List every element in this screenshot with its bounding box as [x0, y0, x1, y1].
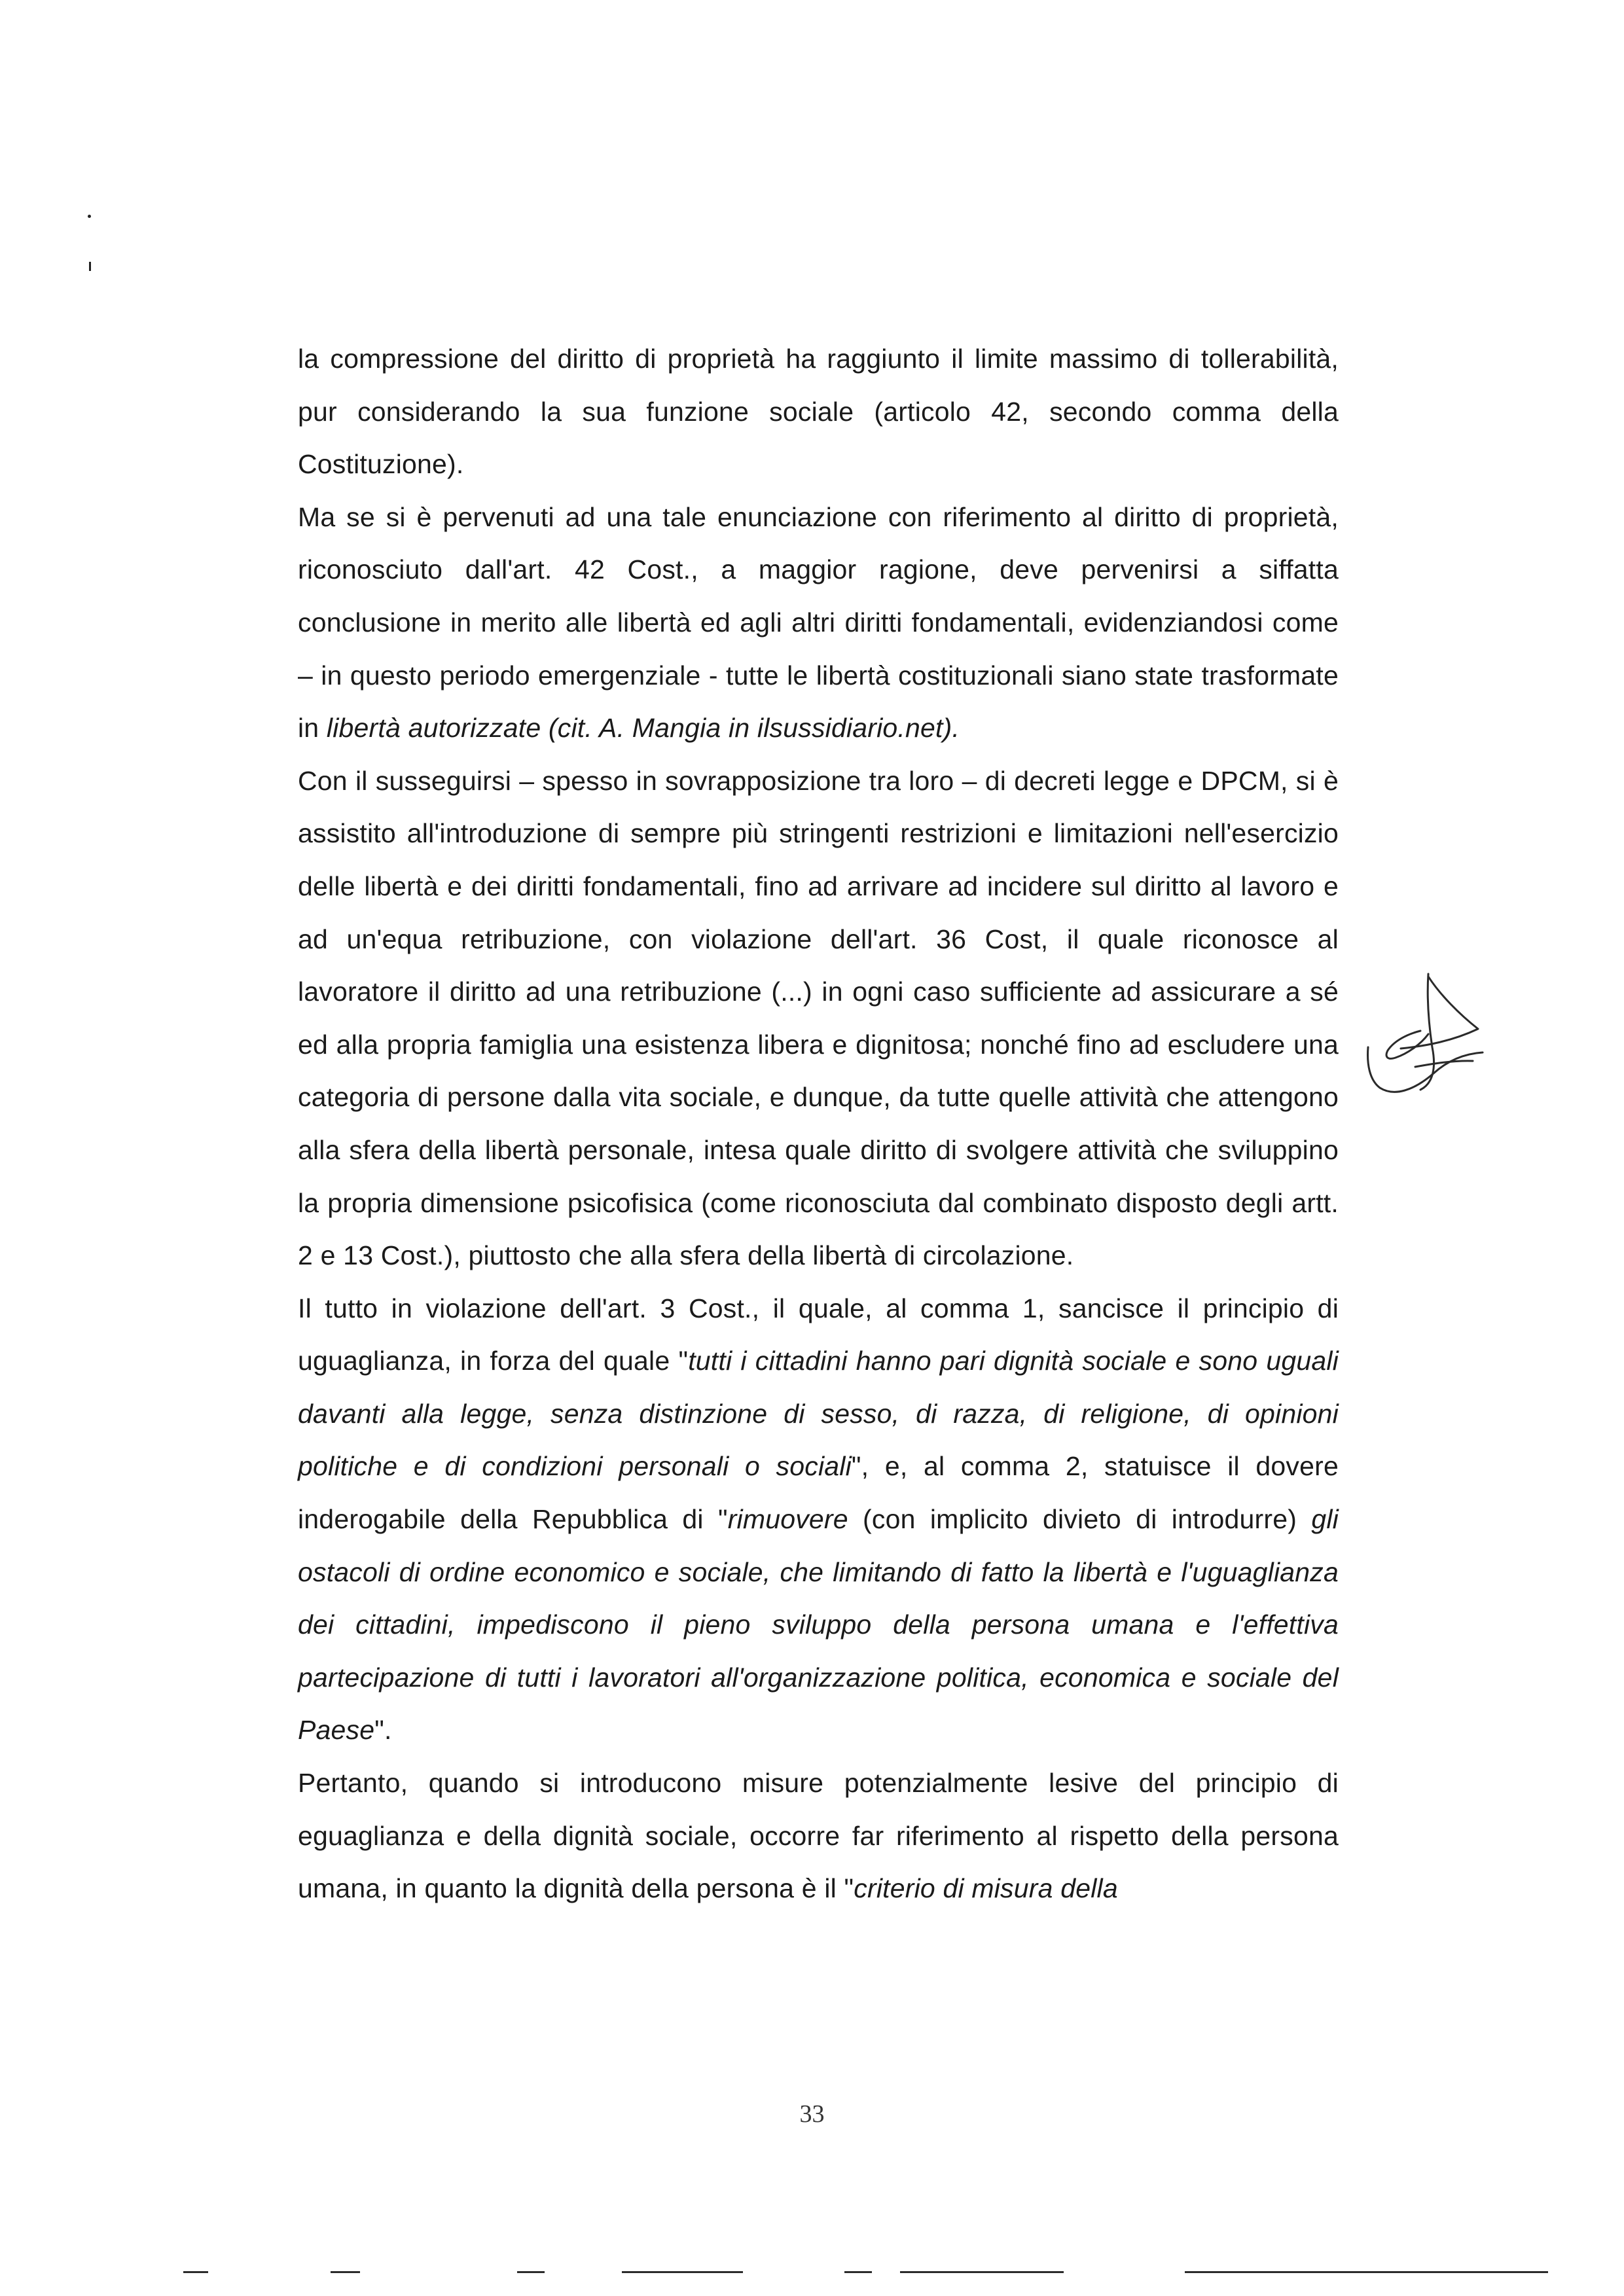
paragraph — [298, 755, 1339, 1282]
text-run: Pertanto, quando si introducono misure potenzialmente lesive del principio di eguaglianza e della dignità sociale, occorre far riferimento al rispetto della persona umana, in quanto la dignità della persona è il " — [298, 1768, 1339, 1904]
footer-rule — [517, 2271, 545, 2273]
text-run-italic: libertà autorizzate (cit. A. Mangia in ilsussidiario.net). — [326, 713, 960, 744]
body-text — [298, 332, 1339, 1915]
paragraph — [298, 332, 1339, 491]
page-number: 33 — [799, 2100, 825, 2128]
text-run: (con implicito divieto di introdurre) — [848, 1504, 1312, 1535]
text-run: Il tutto in violazione dell'art. 3 Cost., il quale, al comma 1, sancisce il principio di uguaglianza, in forza del quale " — [298, 1293, 1339, 1376]
scan-speck — [88, 215, 91, 218]
signature-mark — [1355, 969, 1486, 1119]
text-run: ". — [374, 1715, 392, 1746]
text-run-italic: rimuovere — [727, 1504, 848, 1535]
text-run: Ma se si è pervenuti ad una tale enunciazione con riferimento al diritto di proprietà, riconosciuto dall'art. 42 Cost., a maggior ragione, deve pervenirsi a siffatta conclusione in merito alle libertà ed agli altri diritti fondamentali, evidenziandosi come – in questo periodo emergenziale - tutte le libertà costituzionali siano state trasformate in — [298, 501, 1339, 744]
footer-rule — [1185, 2271, 1548, 2273]
paragraph — [298, 1757, 1339, 1915]
text-run: Con il susseguirsi – spesso in sovrapposizione tra loro – di decreti legge e DPCM, si è assistito all'introduzione di sempre più stringenti restrizioni e limitazioni nell'esercizio delle libertà e dei diritti fondamentali, fino ad arrivare ad incidere sul diritto al lavoro e ad un'equa retribuzione, con violazione dell'art. 36 Cost, il quale riconosce al lavoratore il diritto ad una retribuzione (...) in ogni caso sufficiente ad assicurare a sé ed alla propria famiglia una esistenza libera e dignitosa; nonché fino ad escludere una categoria di persone dalla vita sociale, e dunque, da tutte quelle attività che attengono alla sfera della libertà personale, intesa quale diritto di svolgere attività che sviluppino la propria dimensione psicofisica (come riconosciuta dal combinato disposto degli artt. 2 e 13 Cost.), piuttosto che alla sfera della libertà di circolazione. — [298, 765, 1339, 1271]
footer-rule — [900, 2271, 1064, 2273]
text-run: la compressione del diritto di proprietà ha raggiunto il limite massimo di tollerabilità, pur considerando la sua funzione sociale (articolo 42, secondo comma della Costituzione). — [298, 344, 1339, 480]
footer-rule — [844, 2271, 872, 2273]
footer-rule — [183, 2271, 208, 2273]
text-run: ", e, al comma 2, statuisce il dovere inderogabile della Repubblica di " — [298, 1451, 1339, 1535]
text-run-italic: tutti i cittadini hanno pari dignità sociale e sono uguali davanti alla legge, senza distinzione di sesso, di razza, di religione, di opinioni politiche e di condizioni personali o sociali — [298, 1346, 1339, 1482]
scan-speck — [89, 262, 91, 271]
text-run-italic: gli ostacoli di ordine economico e sociale, che limitando di fatto la libertà e l'uguaglianza dei cittadini, impediscono il pieno sviluppo della persona umana e l'effettiva partecipazione di tutti i lavoratori all'organizzazione politica, economica e sociale del Paese — [298, 1504, 1339, 1746]
footer-rule — [331, 2271, 360, 2273]
paragraph — [298, 491, 1339, 755]
paragraph — [298, 1282, 1339, 1757]
text-run-italic: criterio di misura della — [854, 1873, 1118, 1904]
footer-rule — [622, 2271, 743, 2273]
